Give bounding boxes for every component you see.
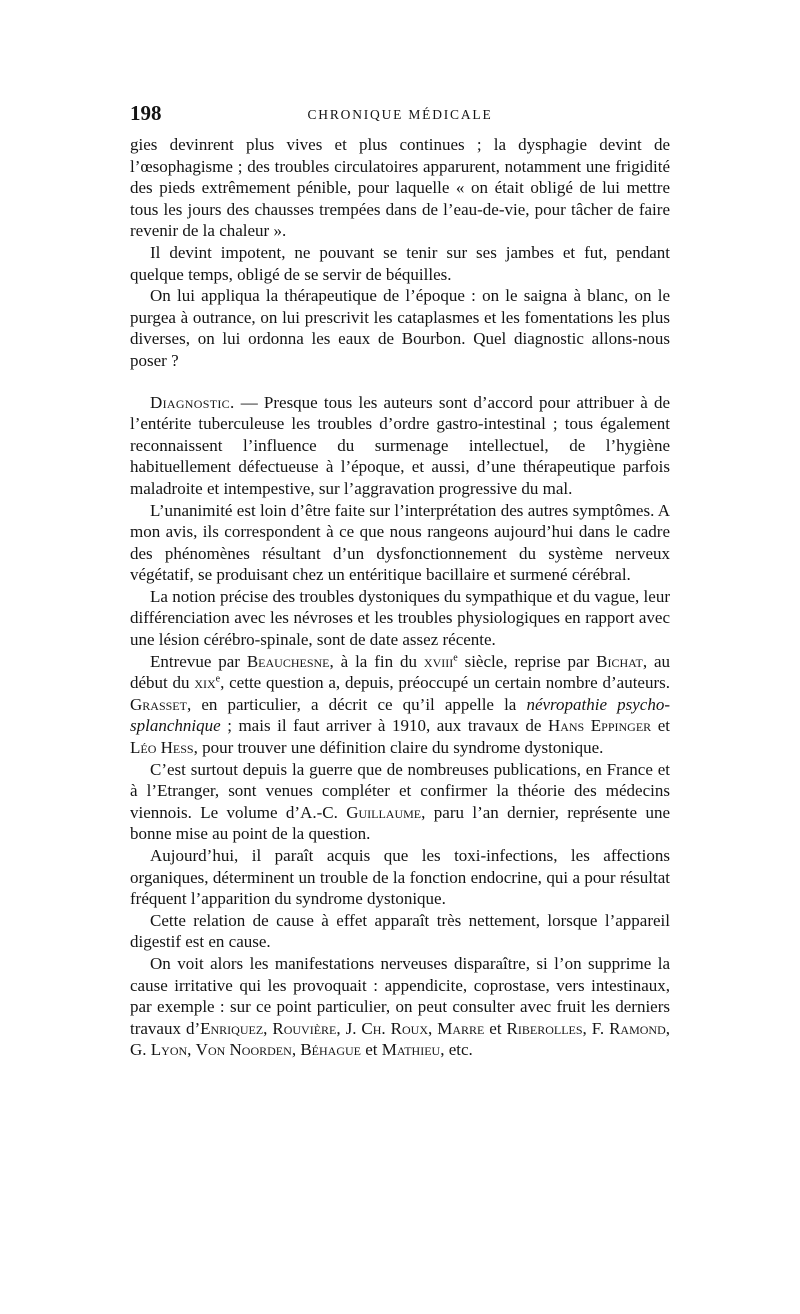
author-name: Bichat (596, 651, 643, 671)
paragraph: L’unanimité est loin d’être faite sur l’interprétation des autres symptômes. A mon avis, ils correspondent à ce que nous rangeons aujourd’hui dans le cadre des phénomènes résultant d’un dysfonctionnement du système nerveux végétatif, se produisant chez un entéritique bacillaire et surmené cérébral. (130, 500, 670, 585)
text-run: , en particulier, a décrit ce qu’il appelle la (186, 694, 527, 714)
author-name: Enriquez (200, 1018, 264, 1038)
author-name: Grasset (130, 694, 187, 714)
author-name: Marre (437, 1018, 485, 1038)
text-run: , (263, 1018, 273, 1038)
text-run: , (665, 1018, 670, 1038)
running-head (130, 100, 670, 130)
text-run: et (484, 1018, 507, 1038)
text-run: et (651, 716, 670, 736)
author-name: Hans Eppinger (547, 716, 652, 736)
text-run: , à la fin du (329, 651, 424, 671)
century-numeral: xviii (423, 651, 454, 671)
text-run: ; mais il faut arriver à 1910, aux travaux de (220, 716, 548, 736)
italic-term: névropathie psycho-splanchnique (130, 694, 670, 736)
author-name: Beauchesne (246, 651, 330, 671)
paragraph: Il devint impotent, ne pouvant se tenir sur ses jambes et fut, pendant quelque temps, obligé de se servir de béquilles. (130, 242, 670, 284)
text-run: , cette question a, depuis, préoccupé un certain nombre d’auteurs. (220, 673, 670, 693)
author-name: Riberolles (506, 1018, 583, 1038)
text-run: , etc. (440, 1040, 473, 1060)
author-name: Mathieu (381, 1040, 441, 1060)
text-run: On voit alors les manifestations nerveuses disparaître, si l’on supprime la cause irritative qui les provoquait : appendicite, coprostase, vers intestinaux, par exemple : sur ce point particulier, on peut consulter avec fruit les derniers travaux d’ (130, 953, 670, 1038)
text-run: C’est surtout depuis la guerre que de nombreuses publications, en France et à l’Etranger, sont venues compléter et confirmer la théorie des médecins viennois. Le volume d’ (130, 759, 670, 822)
century-numeral: xix (194, 673, 216, 693)
text-run: , au début du (130, 651, 670, 693)
text-run: , (187, 1040, 196, 1060)
text-run: , (291, 1040, 301, 1060)
author-name: Rouvière (272, 1018, 337, 1038)
paragraph: gies devinrent plus vives et plus continues ; la dysphagie devint de l’œsophagisme ; des troubles circulatoires apparurent, notamment une frigidité des pieds extrêmement pénible, pour laquelle « on était obligé de lui mettre tous les jours des chausses trempées dans de l’eau-de-vie, pour tâcher de faire revenir de la chaleur ». (130, 135, 670, 241)
paragraph: Cette relation de cause à effet apparaît très nettement, lorsque l’appareil digestif est en cause. (130, 910, 670, 952)
author-name: J. Ch. Roux (345, 1018, 428, 1038)
text-run: Entrevue par (150, 651, 247, 671)
text-run: , paru l’an dernier, représente une bonne mise au point de la question. (130, 802, 670, 844)
diagnostic-paragraph (130, 392, 670, 500)
book-page (130, 100, 670, 1061)
author-name: G. Lyon (130, 1040, 188, 1060)
text-run: siècle, reprise par (457, 651, 597, 671)
superscript: e (215, 673, 221, 685)
superscript: e (453, 652, 458, 663)
author-name: Béhague (300, 1040, 361, 1060)
text-run: , (336, 1018, 346, 1038)
paragraph (130, 953, 670, 1061)
author-name: Von Noorden (195, 1040, 292, 1060)
paragraph: On lui appliqua la thérapeutique de l’époque : on le saigna à blanc, on le purgea à outrance, on lui prescrivit les cataplasmes et les fomentations les plus diverses, on lui ordonna les eaux de Bourbon. Quel diagnostic allons-nous poser ? (130, 286, 670, 370)
author-name: A.-C. Guillaume (300, 802, 422, 822)
paragraph: Aujourd’hui, il paraît acquis que les toxi-infections, les affections organiques, déterminent un trouble de la fonction endocrine, qui a pour résultat fréquent l’apparition du syndrome dystonique. (130, 846, 670, 909)
body-text (130, 134, 670, 1061)
paragraph (130, 759, 670, 845)
section-title: Diagnostic. (150, 392, 235, 412)
author-name: Léo Hess (130, 738, 194, 758)
text-run: , (427, 1018, 438, 1038)
page-number: 198 (130, 101, 162, 125)
paragraph-text: — Presque tous les auteurs sont d’accord pour attribuer à de l’entérite tuberculeuse les troubles d’ordre gastro-intestinal ; tous également reconnaissent l’influence du surmenage intellectuel, de l’hygiène habituellement défectueuse à l’époque, et aussi, d’une thérapeutique parfois maladroite et intempestive, sur l’aggravation progressive du mal. (130, 392, 670, 498)
paragraph: La notion précise des troubles dystoniques du sympathique et du vague, leur différenciation avec les névroses et les troubles physiologiques en rapport avec une lésion cérébro-spinale, sont de date assez récente. (130, 586, 670, 650)
author-name: F. Ramond (591, 1018, 666, 1038)
text-run: et (360, 1040, 382, 1060)
text-run: , pour trouver une définition claire du syndrome dystonique. (193, 738, 604, 758)
running-title: CHRONIQUE MÉDICALE (307, 107, 493, 122)
text-run: , (582, 1018, 592, 1038)
paragraph (130, 651, 670, 759)
